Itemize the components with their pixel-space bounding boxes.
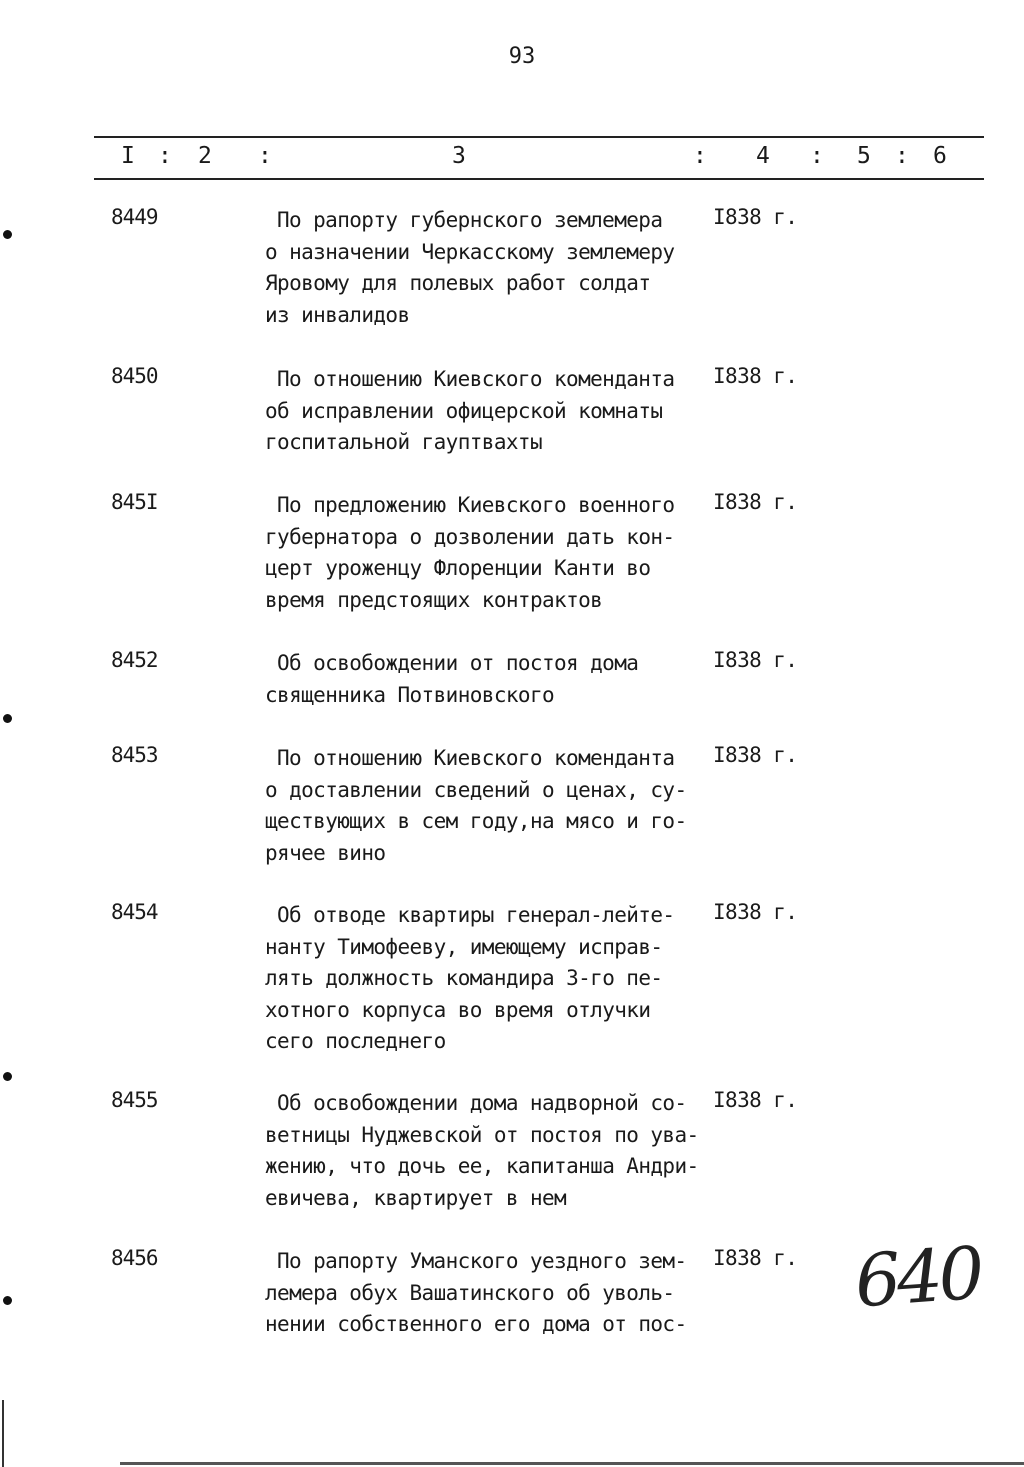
entry-text: По отношению Киевского коменданта об исправлении офицерской комнаты госпитальной гауптвахты (265, 367, 675, 454)
entry-text: По предложению Киевского военного губернатора о дозволении дать кон- церт уроженцу Флоренции Канти во время предстоящих контрактов (265, 493, 675, 612)
entry-year: I838 г. (713, 900, 798, 924)
column-header-1: I (121, 143, 135, 169)
entry-year: I838 г. (713, 364, 798, 388)
column-separator: : (258, 143, 272, 169)
column-separator: : (895, 143, 909, 169)
punch-hole-mark (3, 714, 12, 723)
entry-year: I838 г. (713, 743, 798, 767)
scan-bottom-edge (120, 1462, 1024, 1465)
punch-hole-mark (3, 1072, 12, 1081)
column-header-6: 6 (933, 143, 947, 169)
column-separator: : (693, 143, 707, 169)
entry-text: По рапорту губернского землемера о назначении Черкасскому землемеру Яровому для полевых работ солдат из инвалидов (265, 208, 675, 327)
header-rule-top (94, 136, 984, 138)
entry-number: 8452 (111, 648, 158, 672)
column-header-4: 4 (756, 143, 770, 169)
entry-text: Об отводе квартиры генерал-лейте- нанту Тимофееву, имеющему исправ- лять должность командира 3-го пе- хотного корпуса во время отлучки сего последнего (265, 903, 675, 1053)
entry-text: Об освобождении дома надворной со- ветницы Нуджевской от постоя по ува- жению, что дочь ее, капитанша Андри- евичева, квартирует в нем (265, 1091, 699, 1210)
scan-left-edge (2, 1400, 4, 1467)
entry-number: 845I (111, 490, 158, 514)
entry-year: I838 г. (713, 490, 798, 514)
entry-number: 8454 (111, 900, 158, 924)
page-number: 93 (508, 44, 536, 69)
entry-number: 8456 (111, 1246, 158, 1270)
entry-number: 8455 (111, 1088, 158, 1112)
entry-number: 8450 (111, 364, 158, 388)
punch-hole-mark (3, 230, 12, 239)
entry-year: I838 г. (713, 648, 798, 672)
column-separator: : (810, 143, 824, 169)
entry-year: I838 г. (713, 1246, 798, 1270)
entry-year: I838 г. (713, 1088, 798, 1112)
entry-text: По рапорту Уманского уездного зем- лемера обух Вашатинского об уволь- нении собственного его дома от пос- (265, 1249, 687, 1336)
entry-year: I838 г. (713, 205, 798, 229)
entry-number: 8453 (111, 743, 158, 767)
header-rule-bottom (94, 178, 984, 180)
entry-text: По отношению Киевского коменданта о доставлении сведений о ценах, су- ществующих в сем году,на мясо и го- рячее вино (265, 746, 687, 865)
column-header-3: 3 (452, 143, 466, 169)
column-header-2: 2 (198, 143, 212, 169)
handwritten-number: 640 (852, 1230, 984, 1324)
column-separator: : (158, 143, 172, 169)
punch-hole-mark (3, 1296, 12, 1305)
column-header-5: 5 (857, 143, 871, 169)
entry-number: 8449 (111, 205, 158, 229)
entry-text: Об освобождении от постоя дома священника Потвиновского (265, 651, 639, 707)
